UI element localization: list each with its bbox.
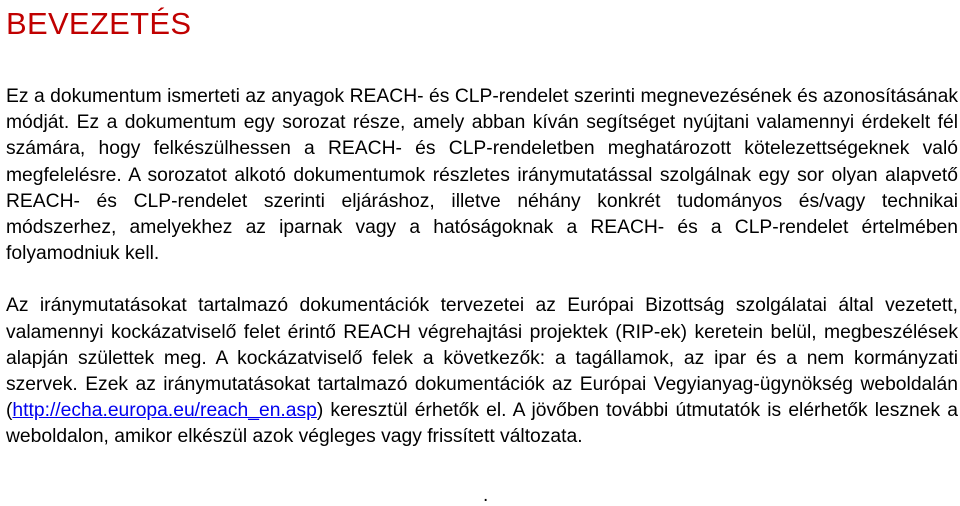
guidance-paragraph	[6, 293, 958, 450]
guidance-text-after-link: ) keresztül érhetők el. A jövőben további útmutatók is elérhetők lesznek a weboldalon, amikor elkészül azok végleges vagy frissített változata.	[6, 400, 958, 448]
guidance-text-before-link: Az iránymutatásokat tartalmazó dokumentációk tervezetei az Európai Bizottság szolgálatai által vezetett, valamennyi kockázatviselő felet érintő REACH végrehajtási projektek (RIP-ek) keretein belül, megbeszélések alapján születtek meg. A kockázatviselő felek a következők: a tagállamok, az ipar és a nem kormányzati szervek. Ezek az iránymutatásokat tartalmazó dokumentációk az Európai Vegyianyag-ügynökség weboldalán (	[6, 295, 958, 422]
intro-paragraph: Ez a dokumentum ismerteti az anyagok REACH- és CLP-rendelet szerinti megnevezésének és azonosításának módját. Ez a dokumentum egy sorozat része, amely abban kíván segítséget nyújtani valamennyi érdekelt fél számára, hogy felkészülhessen a REACH- és CLP-rendeletben meghatározott kötelezettségeknek való megfelelésre. A sorozatot alkotó dokumentumok részletes iránymutatással szolgálnak egy sor olyan alapvető REACH- és CLP-rendelet szerinti eljáráshoz, illetve néhány konkrét tudományos és/vagy technikai módszerhez, amelyekhez az iparnak vagy a hatóságoknak a REACH- és a CLP-rendelet értelmében folyamodniuk kell.	[6, 86, 958, 265]
section-heading: BEVEZETÉS	[6, 6, 192, 41]
trailing-mark: .	[483, 485, 489, 506]
echa-website-link[interactable]: http://echa.europa.eu/reach_en.asp	[12, 400, 317, 422]
document-page	[6, 0, 958, 451]
